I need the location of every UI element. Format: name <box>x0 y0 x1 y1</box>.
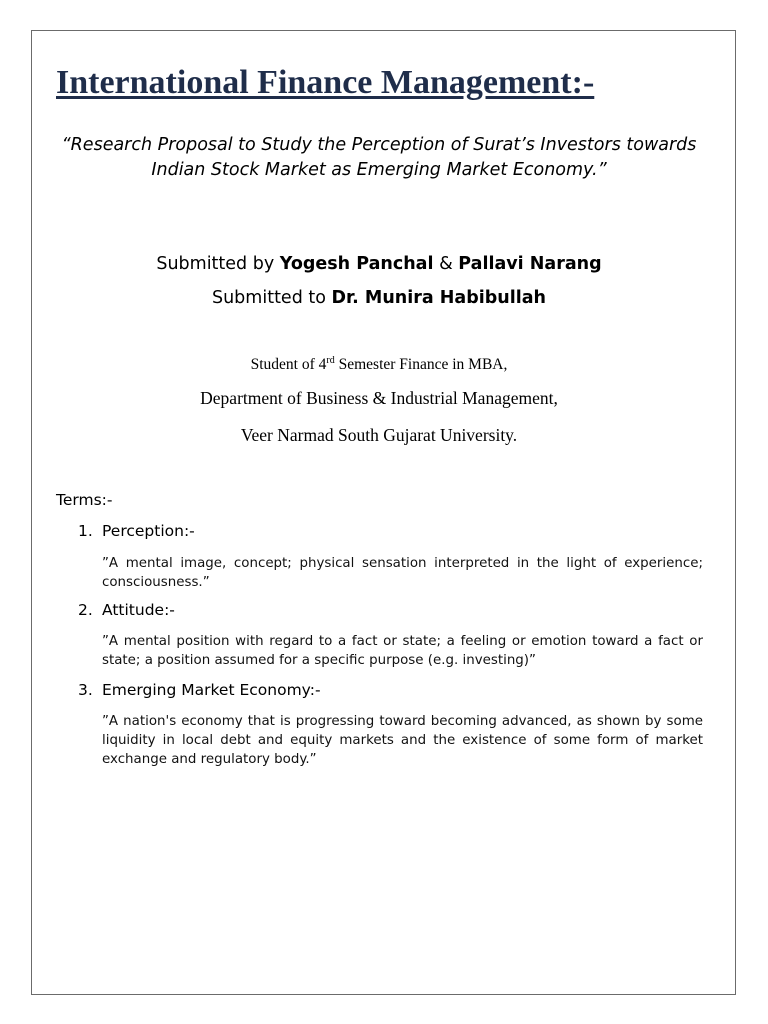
terms-heading: Terms:- <box>56 491 113 509</box>
university-line: Veer Narmad South Gujarat University. <box>240 425 518 445</box>
submitted-by-prefix: Submitted by <box>156 254 275 274</box>
term-definition: ”A mental position with regard to a fact or state; a feeling or emotion toward a fact or state; a position assumed for a specific purpose (e.g. investing)” <box>102 634 703 668</box>
submitted-to-prefix: Submitted to <box>211 288 326 308</box>
term-number: 1. <box>78 522 93 540</box>
student-prefix: Student of 4 <box>250 356 327 373</box>
term-name: Attitude:- <box>102 601 175 619</box>
term-number: 2. <box>78 601 93 619</box>
submitted-by-line <box>56 252 702 276</box>
term-definition: ”A nation's economy that is progressing toward becoming advanced, as shown by some liquidity in local debt and equity markets and the existence of some form of market exchange and regulatory body.” <box>102 714 703 767</box>
proposal-subtitle: “Research Proposal to Study the Perception of Surat’s Investors towards Indian Stock Market as Emerging Market Economy.” <box>61 135 697 180</box>
author-1: Yogesh Panchal <box>279 254 434 274</box>
term-title <box>78 600 175 620</box>
term-name: Emerging Market Economy:- <box>102 681 321 699</box>
student-suffix: Semester Finance in MBA, <box>338 356 508 373</box>
document-title: International Finance Management:- <box>56 64 595 101</box>
term-definition: ”A mental image, concept; physical sensation interpreted in the light of experience; consciousness.” <box>102 556 703 590</box>
term-number: 3. <box>78 681 93 699</box>
term-name: Perception:- <box>102 522 195 540</box>
author-joiner: & <box>439 254 453 274</box>
student-line <box>56 355 702 375</box>
term-title <box>78 521 195 541</box>
submitted-to-line <box>56 286 702 310</box>
author-2: Pallavi Narang <box>458 254 602 274</box>
term-title <box>78 680 321 700</box>
ordinal-suffix: rd <box>326 354 335 366</box>
supervisor-name: Dr. Munira Habibullah <box>331 288 547 308</box>
department-line: Department of Business & Industrial Management, <box>200 388 558 408</box>
